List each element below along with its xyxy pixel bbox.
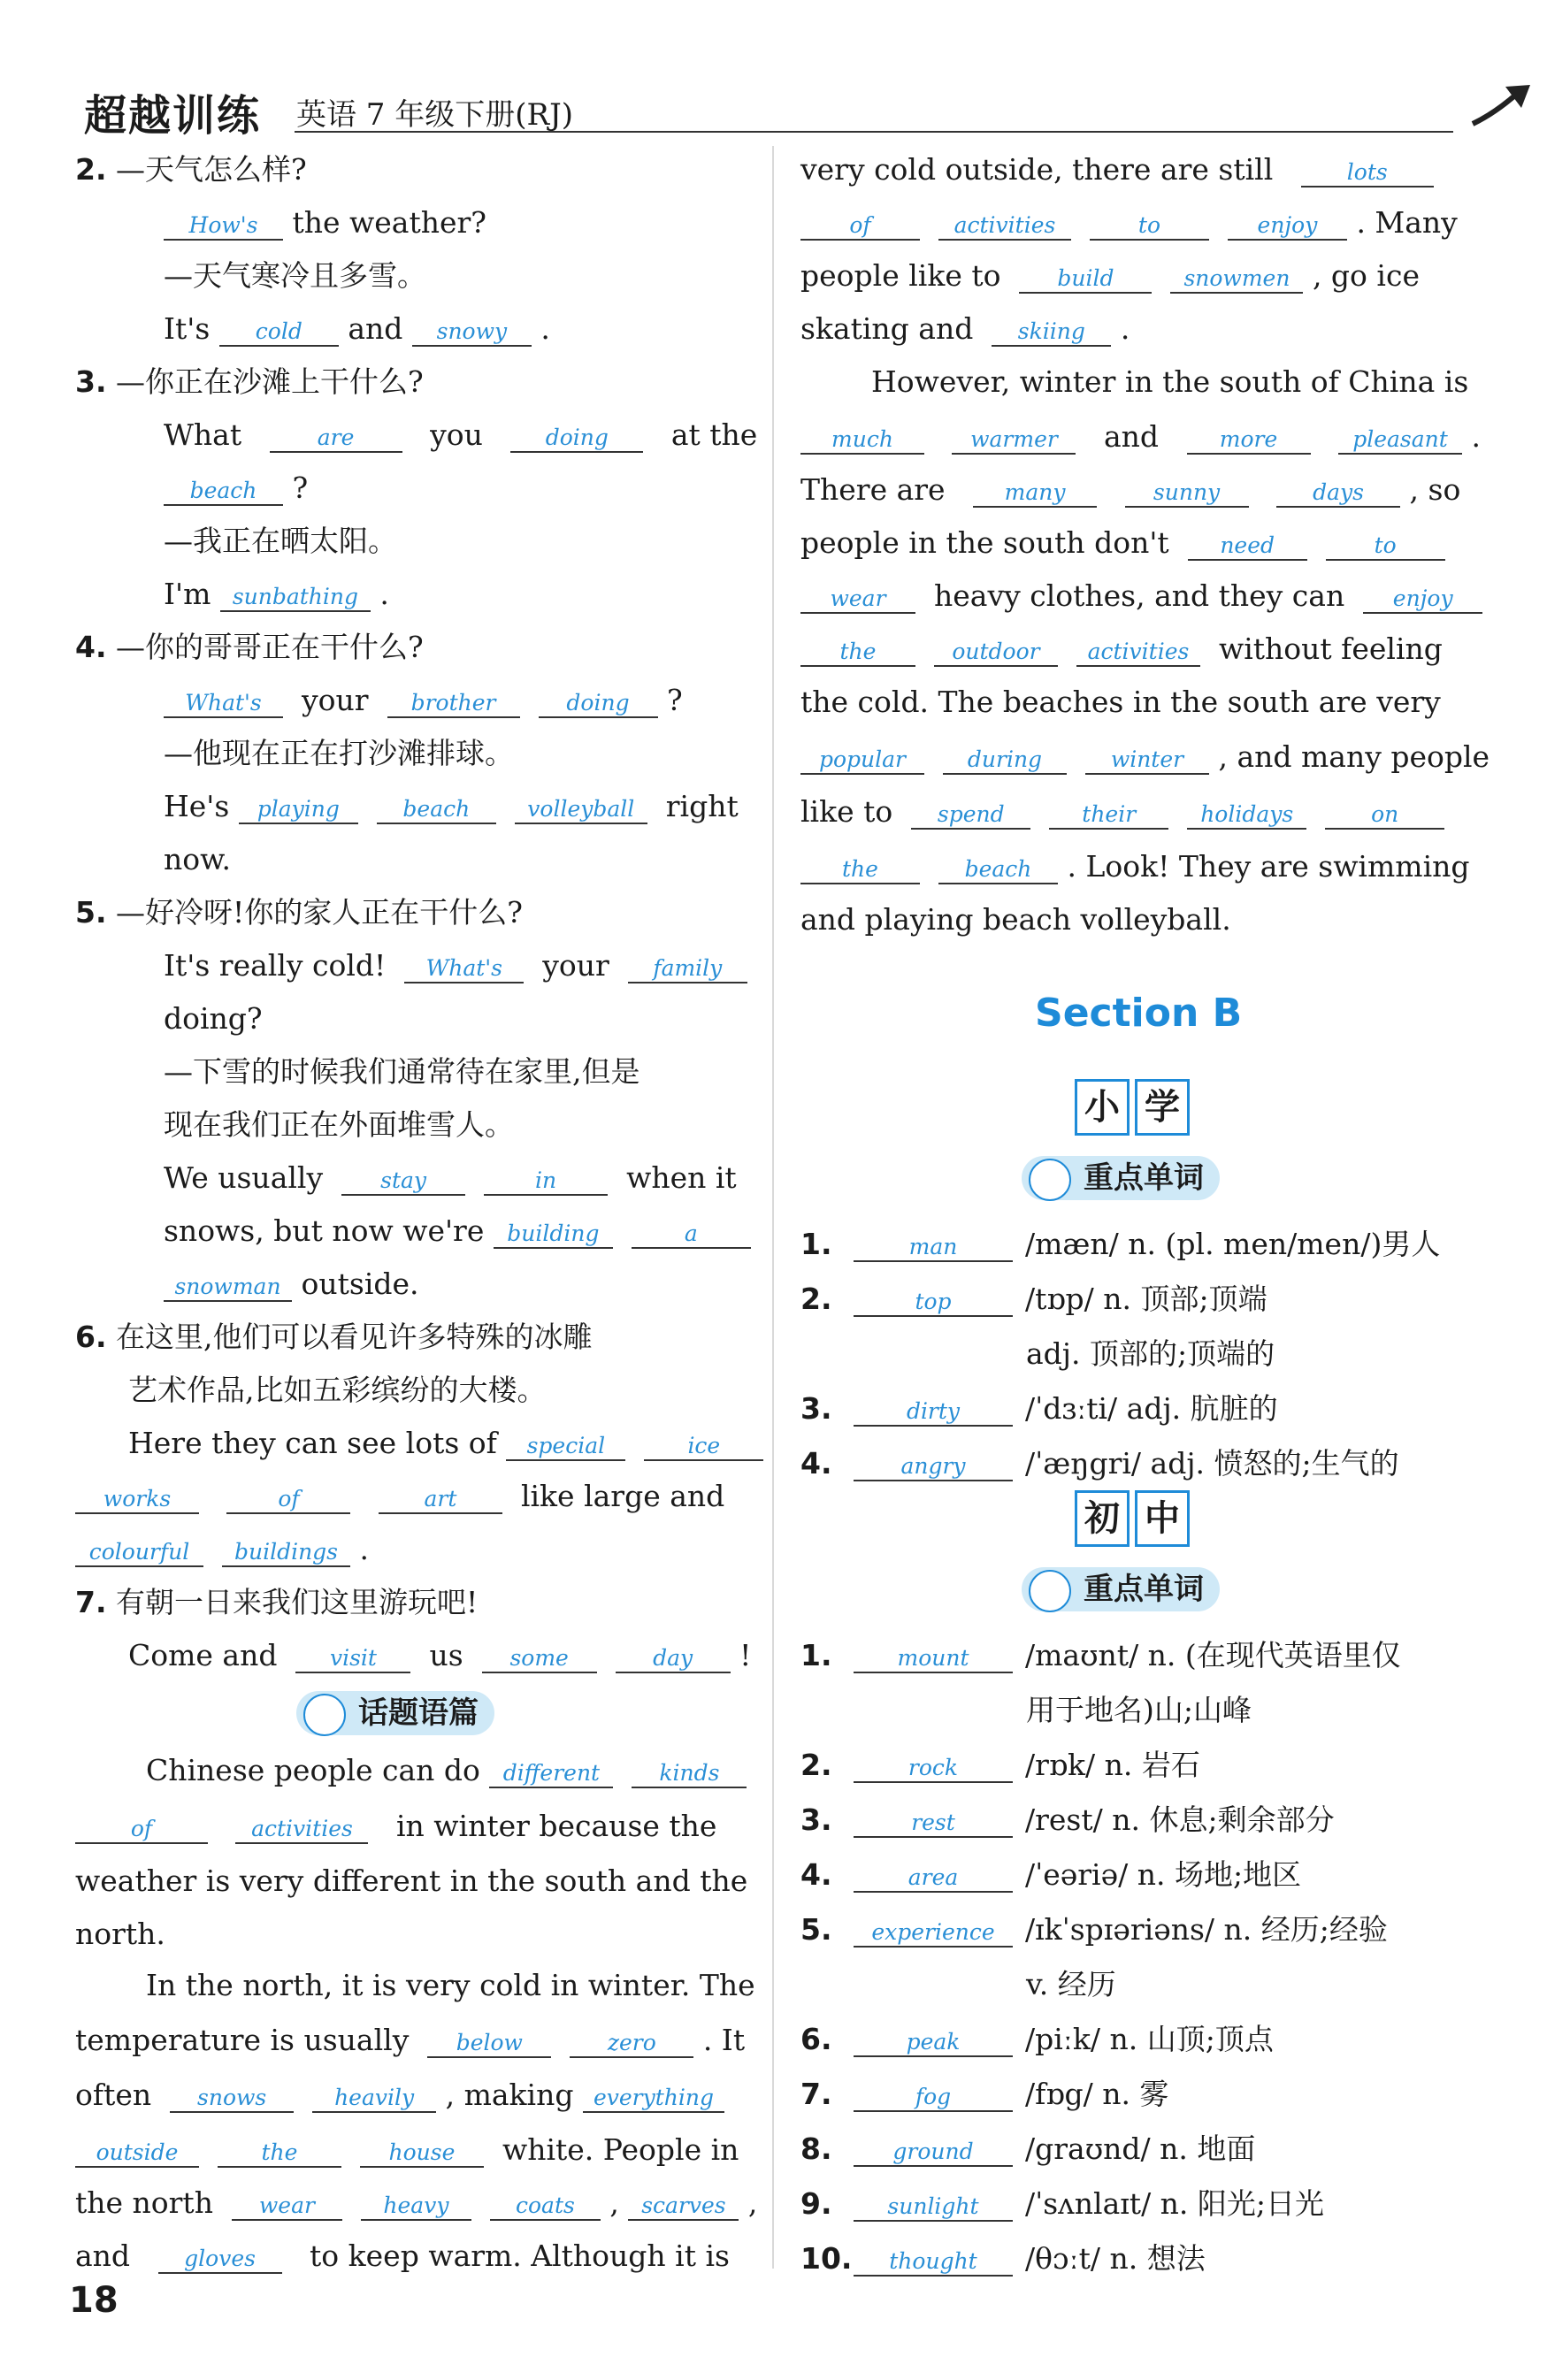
q6-line3 (75, 1530, 369, 1569)
answer-blank: experience (854, 1919, 1013, 1948)
q5-line2: doing? (164, 1001, 263, 1036)
q6-text: . (359, 1532, 369, 1566)
answer-blank: popular (800, 746, 924, 775)
answer-blank: day (616, 1645, 731, 1673)
answer-blank: ice (644, 1433, 763, 1461)
answer-blank: days (1276, 479, 1400, 508)
answer-blank: mount (854, 1645, 1013, 1673)
answer-blank: thought (854, 2248, 1013, 2277)
q6-text: Here they can see lots of (128, 1426, 497, 1460)
answer-blank: heavily (312, 2085, 436, 2113)
item-number: 4. (800, 1857, 832, 1892)
passage-text: people like to (800, 258, 1001, 293)
q4-cn2: —他现在正在打沙滩排球。 (164, 736, 514, 770)
level-char: 初 (1075, 1490, 1130, 1547)
answer-blank: works (75, 1486, 199, 1514)
answer-blank: area (854, 1864, 1013, 1893)
q2-text: . (540, 311, 550, 346)
book-subtitle: 英语 7 年级下册(RJ) (296, 97, 574, 133)
page-header (84, 78, 1464, 140)
answer-blank: rock (854, 1755, 1013, 1783)
q6-line2 (75, 1477, 724, 1516)
q5-text: outside. (301, 1267, 419, 1301)
passage-text: , (609, 2185, 619, 2220)
item-number: 8. (800, 2131, 832, 2166)
answer-blank: to (1090, 212, 1209, 241)
vocab-item (800, 1280, 1267, 1319)
q5-text: It's really cold! (164, 948, 387, 983)
answer-blank: stay (341, 1167, 465, 1196)
passage-line (75, 1807, 716, 1846)
q4-line1 (164, 681, 683, 720)
q2-prompt: —天气怎么样? (116, 152, 307, 187)
junior-level-box (1075, 1490, 1190, 1547)
section-title: Section B (1035, 991, 1243, 1036)
level-char: 小 (1075, 1079, 1130, 1136)
answer-blank: more (1187, 426, 1311, 455)
answer-blank: rest (854, 1810, 1013, 1838)
answer-blank: gloves (158, 2246, 282, 2274)
answer-blank: of (75, 1816, 208, 1844)
answer-blank: different (489, 1760, 613, 1788)
answer-blank: wear (232, 2193, 342, 2221)
answer-blank: dirty (854, 1398, 1013, 1427)
q6-cn-line (75, 1318, 593, 1357)
item-number: 5. (800, 1912, 832, 1947)
q7-cn-line (75, 1583, 478, 1622)
q6-cn2: 艺术作品,比如五彩缤纷的大楼。 (128, 1373, 547, 1407)
passage-text: Chinese people can do (146, 1753, 480, 1787)
answer-blank: activities (938, 212, 1071, 241)
passage-text: temperature is usually (75, 2023, 410, 2057)
answer-blank: their (1049, 801, 1168, 830)
answer-blank: fog (854, 2084, 1013, 2112)
item-number: 3. (800, 1391, 832, 1426)
passage-text: white. People in (502, 2132, 739, 2167)
q4-cn-line (75, 628, 424, 667)
answer-blank: doing (539, 690, 658, 718)
passage-line (800, 792, 1444, 831)
swoosh-arrow-icon (1468, 78, 1539, 131)
answer-blank: sunny (1125, 479, 1249, 508)
vocab-item (800, 2130, 1255, 2169)
item-number: 10. (800, 2241, 853, 2276)
passage-line (800, 310, 1130, 348)
passage-line (75, 2021, 745, 2060)
answer-blank: building (494, 1221, 613, 1249)
passage-text: . Look! They are swimming (1067, 849, 1470, 884)
page-number: 18 (69, 2280, 119, 2321)
vocab-item (800, 1746, 1200, 1785)
passage-line (800, 256, 1420, 295)
answer-blank: What's (404, 955, 524, 983)
answer-blank: of (226, 1486, 350, 1514)
answer-blank: doing (510, 425, 643, 453)
answer-blank: wear (800, 585, 915, 614)
q4-text: your (301, 683, 369, 717)
answer-blank: beach (164, 478, 283, 506)
vocab-item (800, 1856, 1301, 1894)
answer-blank: pleasant (1338, 426, 1462, 455)
answer-blank: special (506, 1433, 625, 1461)
item-number: 4. (800, 1446, 832, 1481)
q5-line3 (164, 1159, 737, 1198)
q4-text: ? (667, 683, 683, 717)
passage-text: very cold outside, there are still (800, 152, 1274, 187)
passage-line: weather is very different in the south and the (75, 1863, 748, 1898)
answer-blank: visit (295, 1645, 410, 1673)
q5-cn2: —下雪的时候我们通常待在家里,但是 (164, 1054, 640, 1089)
pill-label: 重点单词 (1084, 1572, 1204, 1607)
passage-text: like to (800, 794, 893, 829)
answer-blank: activities (235, 1816, 368, 1844)
passage-text: , making (445, 2078, 574, 2112)
answer-blank: volleyball (515, 796, 647, 824)
item-number: 2. (800, 1748, 832, 1782)
answer-blank: angry (854, 1453, 1013, 1481)
passage-text: . (1120, 311, 1130, 346)
q6-prompt: 在这里,他们可以看见许多特殊的冰雕 (116, 1320, 593, 1354)
answer-blank: art (379, 1486, 502, 1514)
item-number: 6. (800, 2022, 832, 2056)
q2-text: and (348, 311, 403, 346)
q7-text: us (429, 1638, 463, 1672)
vocab-item (800, 1636, 1401, 1675)
q5-text: when it (626, 1160, 737, 1195)
vocab-definition: /maʊnt/ n. (在现代英语里仅 (1025, 1638, 1401, 1672)
answer-blank: outdoor (934, 639, 1058, 667)
q3-text: ? (292, 471, 309, 505)
passage-line (800, 203, 1458, 242)
vocab-definition: /piːk/ n. 山顶;顶点 (1025, 2022, 1274, 2056)
passage-line (75, 2184, 757, 2223)
passage-line (800, 471, 1460, 509)
vocab-item (800, 2239, 1206, 2278)
q5-text: We usually (164, 1160, 324, 1195)
q7-prompt: 有朝一日来我们这里游玩吧! (116, 1585, 479, 1619)
passage-line (800, 738, 1490, 777)
passage-text: , (747, 2185, 758, 2220)
answer-blank: family (628, 955, 747, 983)
answer-blank: brother (387, 690, 520, 718)
q3-text: at the (670, 417, 758, 452)
q3-text: you (430, 417, 483, 452)
passage-text: , so (1409, 472, 1461, 507)
passage-text: and (1103, 419, 1160, 454)
answer-blank: need (1188, 532, 1307, 561)
answer-blank: spend (911, 801, 1030, 830)
answer-blank: heavy (361, 2193, 471, 2221)
passage-line (75, 2237, 730, 2276)
answer-blank: during (943, 746, 1067, 775)
passage-line (800, 847, 1470, 886)
q7-text: Come and (128, 1638, 278, 1672)
column-divider (772, 146, 774, 2269)
q3-number: 3. (75, 364, 107, 399)
q4-number: 4. (75, 630, 107, 664)
vocab-definition: /ˈsʌnlaɪt/ n. 阳光;日光 (1025, 2186, 1325, 2221)
item-number: 7. (800, 2077, 832, 2111)
q2-cn2: —天气寒冷且多雪。 (164, 258, 426, 293)
q4-prompt: —你的哥哥正在干什么? (116, 630, 424, 664)
passage-text: often (75, 2078, 152, 2112)
passage-text: . Many (1356, 205, 1458, 240)
item-number: 2. (800, 1282, 832, 1316)
passage-line (146, 1751, 747, 1790)
passage-text: people in the south don't (800, 525, 1169, 560)
answer-blank: outside (75, 2139, 199, 2168)
answer-blank: beach (377, 796, 496, 824)
arrow-icon (1029, 1159, 1071, 1201)
answer-blank: sunbathing (220, 584, 371, 612)
q6-text: like large and (520, 1479, 725, 1513)
item-number: 1. (800, 1638, 832, 1672)
vocab-definition: /rɒk/ n. 岩石 (1025, 1748, 1200, 1782)
vocab-definition: /mæn/ n. (pl. men/men/)男人 (1025, 1227, 1441, 1261)
passage-text: the north (75, 2185, 213, 2220)
answer-blank: colourful (75, 1539, 203, 1567)
answer-blank: the (218, 2139, 341, 2168)
answer-blank: below (427, 2030, 551, 2058)
q2-cn-line (75, 150, 307, 189)
answer-blank: cold (219, 318, 339, 347)
item-number: 1. (800, 1227, 832, 1261)
answer-blank: enjoy (1363, 585, 1482, 614)
answer-blank: activities (1076, 639, 1200, 667)
vocab-item (800, 2075, 1168, 2114)
q2-text: the weather? (292, 205, 486, 240)
passage-text: in winter because the (395, 1809, 717, 1843)
q5-number: 5. (75, 895, 107, 930)
answer-blank: top (854, 1289, 1013, 1317)
topic-section-pill (296, 1691, 494, 1735)
answer-blank: snows (170, 2085, 294, 2113)
passage-text: skating and (800, 311, 974, 346)
q5-cn3: 现在我们正在外面堆雪人。 (164, 1107, 514, 1142)
item-number: 9. (800, 2186, 832, 2221)
answer-blank: much (800, 426, 924, 455)
q6-number: 6. (75, 1320, 107, 1354)
answer-blank: to (1326, 532, 1445, 561)
keywords-pill (1022, 1156, 1220, 1200)
answer-blank: enjoy (1228, 212, 1347, 241)
q2-text: It's (164, 311, 211, 346)
passage-line: However, winter in the south of China is (871, 364, 1469, 399)
answer-blank: coats (490, 2193, 601, 2221)
q3-line2 (164, 469, 308, 508)
passage-text: heavy clothes, and they can (933, 578, 1345, 613)
passage-line (800, 150, 1434, 189)
answer-blank: in (484, 1167, 608, 1196)
level-char: 学 (1135, 1079, 1190, 1136)
vocab-definition: /fɒg/ n. 雾 (1025, 2077, 1169, 2111)
answer-blank: beach (938, 856, 1058, 884)
q6-line1 (128, 1424, 763, 1463)
answer-blank: on (1325, 801, 1444, 830)
answer-blank: warmer (952, 426, 1076, 455)
passage-text: . (1471, 419, 1481, 454)
vocab-definition: /graʊnd/ n. 地面 (1025, 2131, 1256, 2166)
vocab-definition: /rest/ n. 休息;剩余部分 (1025, 1802, 1335, 1837)
q3-text: What (164, 417, 242, 452)
passage-line (800, 524, 1445, 562)
answer-blank: zero (570, 2030, 693, 2058)
q3-text: I'm (164, 577, 211, 611)
vocab-item (800, 1444, 1399, 1483)
answer-blank: What's (164, 690, 283, 718)
arrow-icon (1029, 1570, 1071, 1612)
answer-blank: man (854, 1234, 1013, 1262)
vocab-item (800, 2185, 1324, 2223)
passage-text: , and many people (1218, 739, 1490, 774)
q7-line1 (128, 1636, 751, 1675)
passage-text: to keep warm. Although it is (310, 2238, 730, 2273)
answer-blank: lots (1301, 159, 1434, 187)
primary-level-box (1075, 1079, 1190, 1136)
passage-text: without feeling (1218, 631, 1443, 666)
vocab-item (800, 1225, 1440, 1264)
answer-blank: sunlight (854, 2193, 1013, 2222)
answer-blank: ground (854, 2139, 1013, 2167)
q5-line1 (164, 946, 747, 985)
book-title: 超越训练 (84, 91, 262, 141)
answer-blank: scarves (628, 2193, 739, 2221)
passage-line: north. (75, 1917, 165, 1951)
passage-text: . It (702, 2023, 746, 2057)
q4-line3: now. (164, 842, 231, 876)
q4-line2 (164, 787, 739, 826)
answer-blank: peak (854, 2029, 1013, 2057)
q7-number: 7. (75, 1585, 107, 1619)
passage-line: In the north, it is very cold in winter. The (146, 1968, 755, 2002)
passage-line (75, 2131, 739, 2170)
q5-text: your (542, 948, 609, 983)
passage-line (800, 417, 1481, 456)
q4-text: right (665, 789, 739, 823)
vocab-item (800, 1389, 1278, 1428)
q5-line4 (164, 1212, 751, 1251)
q2-line1 (164, 203, 486, 242)
arrow-icon (303, 1694, 346, 1736)
answer-blank: How's (164, 212, 283, 241)
vocab-item (800, 2020, 1274, 2059)
q5-cn-line (75, 893, 523, 932)
vocab-definition-cont: adj. 顶部的;顶端的 (1026, 1336, 1275, 1371)
answer-blank: snowmen (1170, 265, 1303, 294)
q5-line5 (164, 1265, 419, 1304)
answer-blank: some (482, 1645, 597, 1673)
vocab-item (800, 1910, 1388, 1949)
passage-text: , go ice (1312, 258, 1420, 293)
q3-line1 (164, 416, 757, 455)
vocab-definition: /ˈdɜːti/ adj. 肮脏的 (1025, 1391, 1278, 1426)
passage-line: the cold. The beaches in the south are very (800, 685, 1441, 719)
vocab-item (800, 1801, 1335, 1840)
q5-text: snows, but now we're (164, 1213, 485, 1248)
answer-blank: many (973, 479, 1097, 508)
q3-text: . (379, 577, 389, 611)
vocab-definition: /θɔːt/ n. 想法 (1025, 2241, 1206, 2276)
passage-text: and (75, 2238, 131, 2273)
header-rule (295, 131, 1453, 133)
passage-line (800, 630, 1443, 669)
passage-line (800, 577, 1482, 616)
q3-prompt: —你正在沙滩上干什么? (116, 364, 424, 399)
passage-text: There are (800, 472, 946, 507)
q2-number: 2. (75, 152, 107, 187)
answer-blank: a (632, 1221, 751, 1249)
answer-blank: the (800, 856, 920, 884)
q3-line3 (164, 575, 389, 614)
pill-label: 话题语篇 (358, 1695, 479, 1731)
answer-blank: snowy (412, 318, 532, 347)
answer-blank: kinds (632, 1760, 747, 1788)
answer-blank: snowman (164, 1274, 292, 1302)
vocab-definition-cont: v. 经历 (1026, 1967, 1116, 2001)
q3-cn2: —我正在晒太阳。 (164, 524, 397, 558)
answer-blank: everything (583, 2085, 724, 2113)
answer-blank: of (800, 212, 920, 241)
q7-text: ! (739, 1638, 752, 1672)
answer-blank: the (800, 639, 915, 667)
level-char: 中 (1135, 1490, 1190, 1547)
vocab-definition: /ˈæŋgri/ adj. 愤怒的;生气的 (1025, 1446, 1399, 1481)
answer-blank: winter (1085, 746, 1209, 775)
vocab-definition: /tɒp/ n. 顶部;顶端 (1025, 1282, 1267, 1316)
vocab-definition-cont: 用于地名)山;山峰 (1026, 1693, 1252, 1727)
passage-line (75, 2076, 724, 2115)
q4-text: He's (164, 789, 230, 823)
answer-blank: are (270, 425, 402, 453)
keywords-pill (1022, 1567, 1220, 1611)
answer-blank: playing (239, 796, 358, 824)
answer-blank: build (1019, 265, 1152, 294)
vocab-definition: /ɪkˈspɪəriəns/ n. 经历;经验 (1025, 1912, 1388, 1947)
pill-label: 重点单词 (1084, 1160, 1204, 1196)
q2-line2 (164, 310, 550, 348)
vocab-definition: /ˈeəriə/ n. 场地;地区 (1025, 1857, 1302, 1892)
answer-blank: skiing (992, 318, 1111, 347)
answer-blank: holidays (1187, 801, 1306, 830)
answer-blank: buildings (222, 1539, 350, 1567)
passage-line: and playing beach volleyball. (800, 902, 1231, 937)
item-number: 3. (800, 1802, 832, 1837)
q5-prompt: —好冷呀!你的家人正在干什么? (116, 895, 523, 930)
answer-blank: house (360, 2139, 484, 2168)
q3-cn-line (75, 363, 424, 402)
